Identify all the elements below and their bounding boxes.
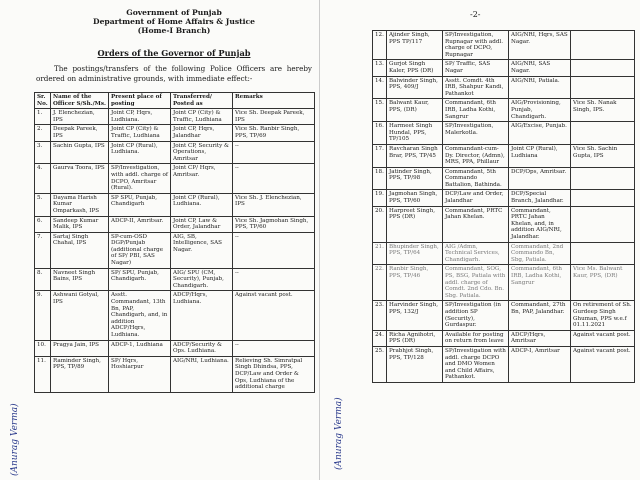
postings-table-page-2 <box>372 30 635 383</box>
table-row <box>373 167 635 190</box>
transferred-to-cell: ADCP/Hqrs, Amritsar <box>509 330 571 346</box>
present-posting-cell: Commandant-cum-Dy. Director, (Admn), MRS, PPA, Phillaur <box>443 144 509 167</box>
sr-no-cell: 23. <box>373 301 387 330</box>
transferred-to-cell: AIG/Excise, Punjab. <box>509 122 571 145</box>
present-posting-cell: Commandant, 5th Commando Battalion, Bathinda. <box>443 167 509 190</box>
officer-name-cell: Raminder Singh, PPS, TP/89 <box>51 356 109 392</box>
transferred-to-cell: Joint CP, Security & Operations, Amritsar <box>171 141 233 164</box>
present-posting-cell: Asstt. Comdt. 4th IRB, Shahpur Kandi, Pathankot <box>443 76 509 99</box>
header-line-1: Government of Punjab <box>126 8 222 17</box>
table-row <box>35 268 315 291</box>
sr-no-cell: 16. <box>373 122 387 145</box>
present-posting-cell: ADCP-II, Amritsar. <box>109 216 171 232</box>
transferred-to-cell: AIG/NRI, Hqrs, SAS Nagar. <box>509 31 571 60</box>
present-posting-cell: SP/Investigation, Malerkotla. <box>443 122 509 145</box>
col-header-transferred-to: Transferred/ Posted as <box>171 93 233 109</box>
sr-no-cell: 2. <box>35 125 51 141</box>
table-row <box>373 31 635 60</box>
header-line-2: Department of Home Affairs & Justice <box>92 17 255 26</box>
officer-name-cell: Sartaj Singh Chahal, IPS <box>51 232 109 268</box>
officer-name-cell: Ashwani Gotyal, IPS <box>51 291 109 340</box>
sr-no-cell: 18. <box>373 167 387 190</box>
sr-no-cell: 6. <box>35 216 51 232</box>
remarks-cell: Against vacant post. <box>233 291 315 340</box>
transferred-to-cell: Joint CP (Rural), Ludhiana <box>509 144 571 167</box>
transferred-to-cell: DCP/Special Branch, Jalandhar. <box>509 190 571 206</box>
transferred-to-cell: Joint CP, Hqrs, Jalandhar <box>171 125 233 141</box>
sr-no-cell: 25. <box>373 346 387 382</box>
officer-name-cell: Richa Agnihotri, PPS (DR) <box>387 330 443 346</box>
remarks-cell: -- <box>233 340 315 356</box>
remarks-cell: On retirement of Sh. Gurdeep Singh Ghuman, PPS w.e.f 01.11.2021 <box>571 301 635 330</box>
remarks-cell <box>571 122 635 145</box>
transferred-to-cell: Joint CP, Law & Order, Jalandhar <box>171 216 233 232</box>
officer-name-cell: J. Elenchezian, IPS <box>51 109 109 125</box>
present-posting-cell: Asstt. Commandant, 13th Bn, PAP, Chandigarh, and, in addition ADCP/Hqrs, Ludhiana. <box>109 291 171 340</box>
table-row <box>35 216 315 232</box>
table-row <box>373 346 635 382</box>
col-header-officer-name: Name of the Officer S/Sh./Ms. <box>51 93 109 109</box>
postings-table-page-1 <box>34 92 315 393</box>
present-posting-cell: Joint CP (Rural), Ludhiana. <box>109 141 171 164</box>
table-row <box>373 265 635 301</box>
present-posting-cell: SP/Investigation (in addition SP (Security), Gurdaspur. <box>443 301 509 330</box>
remarks-cell: Vice Ms. Balwant Kaur, PPS, (DR) <box>571 265 635 301</box>
officer-name-cell: Dayama Harish Kumar Omparkash, IPS <box>51 193 109 216</box>
table-row <box>373 60 635 76</box>
table-row <box>35 340 315 356</box>
present-posting-cell: ADCP-1, Ludhiana <box>109 340 171 356</box>
officer-name-cell: Ajinder Singh, PPS TP/117 <box>387 31 443 60</box>
present-posting-cell: Commandant, PRTC Jahan Khelan. <box>443 206 509 242</box>
sr-no-cell: 20. <box>373 206 387 242</box>
sr-no-cell: 24. <box>373 330 387 346</box>
table-row <box>373 99 635 122</box>
officer-name-cell: Balwinder Singh, PPS, 409/J <box>387 76 443 99</box>
transferred-to-cell: AIG/NRI, Patiala. <box>509 76 571 99</box>
table-row <box>373 301 635 330</box>
col-header-remarks: Remarks <box>233 93 315 109</box>
transferred-to-cell: Commandant, 6th IRB, Ladha Kothi, Sangrur <box>509 265 571 301</box>
transferred-to-cell: ADCP/Hqrs, Ludhiana. <box>171 291 233 340</box>
sr-no-cell: 14. <box>373 76 387 99</box>
officer-name-cell: Navneet Singh Bains, IPS <box>51 268 109 291</box>
sr-no-cell: 1. <box>35 109 51 125</box>
transferred-to-cell: AIG/Provisioning, Punjab, Chandigarh. <box>509 99 571 122</box>
sr-no-cell: 8. <box>35 268 51 291</box>
sr-no-cell: 13. <box>373 60 387 76</box>
sr-no-cell: 7. <box>35 232 51 268</box>
sr-no-cell: 4. <box>35 164 51 193</box>
present-posting-cell: SP-cum-OSD DGP/Punjab (additional charge of SP/ PBI, SAS Nagar) <box>109 232 171 268</box>
transferred-to-cell: DCP/Ops, Amritsar. <box>509 167 571 190</box>
present-posting-cell: SP/ SPU, Punjab, Chandigarh. <box>109 268 171 291</box>
table-row <box>373 76 635 99</box>
sr-no-cell: 10. <box>35 340 51 356</box>
orders-title: Orders of the Governor of Punjab <box>97 48 251 58</box>
remarks-cell: Vice Sh. Ranbir Singh, PPS, TP/69 <box>233 125 315 141</box>
page-number: -2- <box>470 10 481 19</box>
officer-name-cell: Ravcharan Singh Brar, PPS, TP/45 <box>387 144 443 167</box>
officer-name-cell: Harvinder Singh, PPS, 132/J <box>387 301 443 330</box>
table-row <box>35 125 315 141</box>
table-row <box>373 330 635 346</box>
table-row <box>373 122 635 145</box>
sr-no-cell: 19. <box>373 190 387 206</box>
present-posting-cell: AIG /Admn, Technical Services, Chandigarh. <box>443 242 509 265</box>
table-row <box>373 242 635 265</box>
table-row <box>35 291 315 340</box>
sr-no-cell: 22. <box>373 265 387 301</box>
remarks-cell <box>571 206 635 242</box>
remarks-cell: Relieving Sh. Simratpal Singh Dhindsa, PPS, DCP/Law and Order & Ops, Ludhiana of the additional charge <box>233 356 315 392</box>
remarks-cell: -- <box>233 141 315 164</box>
remarks-cell: -- <box>233 232 315 268</box>
transferred-to-cell: ADCP-I, Amritsar <box>509 346 571 382</box>
sr-no-cell: 5. <box>35 193 51 216</box>
table-row <box>35 109 315 125</box>
remarks-cell: Vice Sh. Deepak Pareek, IPS <box>233 109 315 125</box>
table-row <box>35 356 315 392</box>
officer-name-cell: Ranbir Singh, PPS, TP/46 <box>387 265 443 301</box>
present-posting-cell: SP/Investigation, Rupnagar with addl. charge of DCPO, Rupnagar <box>443 31 509 60</box>
present-posting-cell: Joint CP, Hqrs, Ludhiana. <box>109 109 171 125</box>
handwritten-signature <box>334 397 344 470</box>
sr-no-cell: 9. <box>35 291 51 340</box>
header-line-3: (Home-I Branch) <box>137 26 211 35</box>
present-posting-cell: SP/ Traffic, SAS Nagar <box>443 60 509 76</box>
transferred-to-cell: AIG/NRI, SAS Nagar. <box>509 60 571 76</box>
remarks-cell <box>571 242 635 265</box>
officer-name-cell: Bhupinder Singh, PPS, TP/64 <box>387 242 443 265</box>
officer-name-cell: Prabhjot Singh, PPS, TP/128 <box>387 346 443 382</box>
signature-text: (Anurag Verma) <box>334 397 344 470</box>
transferred-to-cell: AIG/ SPU (CM, Security), Punjab, Chandigarh. <box>171 268 233 291</box>
remarks-cell: Vice Sh. J. Elenchezian, IPS <box>233 193 315 216</box>
table-row <box>373 190 635 206</box>
present-posting-cell: SP/ Hqrs, Hoshiarpur <box>109 356 171 392</box>
transferred-to-cell: Joint CP/ Hqrs, Amritsar. <box>171 164 233 193</box>
table-row <box>373 144 635 167</box>
transferred-to-cell: Commandant, 27th Bn, PAP, Jalandhar. <box>509 301 571 330</box>
sr-no-cell: 11. <box>35 356 51 392</box>
officer-name-cell: Pragya Jain, IPS <box>51 340 109 356</box>
present-posting-cell: SP/Investigation with addl. charge DCPO and DMO Women and Child Affairs, Pathankot. <box>443 346 509 382</box>
remarks-cell <box>571 76 635 99</box>
intro-paragraph: The postings/transfers of the following Police Officers are hereby ordered on administrative grounds, with immediate effect:- <box>36 64 312 83</box>
remarks-cell: -- <box>233 268 315 291</box>
table-row <box>35 141 315 164</box>
sr-no-cell: 3. <box>35 141 51 164</box>
transferred-to-cell: ADCP/Security & Ops. Ludhiana. <box>171 340 233 356</box>
table-row <box>35 232 315 268</box>
col-header-present-posting: Present place of posting <box>109 93 171 109</box>
transferred-to-cell: Commandant, 2nd Commando Bn, Sbg, Patiala. <box>509 242 571 265</box>
signature-text: (Anurag Verma) <box>10 403 20 476</box>
officer-name-cell: Sachin Gupta, IPS <box>51 141 109 164</box>
present-posting-cell: Available for posting on return from leave <box>443 330 509 346</box>
present-posting-cell: SP SPU, Punjab, Chandigarh <box>109 193 171 216</box>
table-row <box>373 206 635 242</box>
table-row <box>35 193 315 216</box>
officer-name-cell: Jatinder Singh, PPS, TP/98 <box>387 167 443 190</box>
present-posting-cell: Joint CP (City) & Traffic, Ludhiana <box>109 125 171 141</box>
remarks-cell: -- <box>233 164 315 193</box>
officer-name-cell: Deepak Pareek, IPS <box>51 125 109 141</box>
remarks-cell: Against vacant post. <box>571 330 635 346</box>
remarks-cell <box>571 190 635 206</box>
govt-header <box>40 8 308 35</box>
transferred-to-cell: AIG/NRI, Ludhiana. <box>171 356 233 392</box>
present-posting-cell: DCP/Law and Order, Jalandhar <box>443 190 509 206</box>
table-row <box>35 164 315 193</box>
sr-no-cell: 12. <box>373 31 387 60</box>
officer-name-cell: Jagmohan Singh, PPS, TP/60 <box>387 190 443 206</box>
remarks-cell: Vice Sh. Sachin Gupta, IPS <box>571 144 635 167</box>
transferred-to-cell: Joint CP (City) & Traffic, Ludhiana <box>171 109 233 125</box>
officer-name-cell: Gaurva Toora, IPS <box>51 164 109 193</box>
sr-no-cell: 21. <box>373 242 387 265</box>
present-posting-cell: Commandant, 6th IRB, Ladha Kothi, Sangrur <box>443 99 509 122</box>
sr-no-cell: 17. <box>373 144 387 167</box>
remarks-cell: Vice Sh. Nanak Singh, IPS. <box>571 99 635 122</box>
remarks-cell: Against vacant post. <box>571 346 635 382</box>
table-header-row <box>35 93 315 109</box>
remarks-cell <box>571 31 635 60</box>
col-header-sr-no: Sr. No. <box>35 93 51 109</box>
transferred-to-cell: Commandant, PRTC Jahan Khelan, and, in addition AIG/NRI, Jalandhar. <box>509 206 571 242</box>
transferred-to-cell: AIG, SB, Intelligence, SAS Nagar. <box>171 232 233 268</box>
officer-name-cell: Gurjot Singh Kaler, PPS (DR) <box>387 60 443 76</box>
officer-name-cell: Sandeep Kumar Malik, IPS <box>51 216 109 232</box>
remarks-cell <box>571 167 635 190</box>
remarks-cell: Vice Sh. Jagmohan Singh, PPS, TP/60 <box>233 216 315 232</box>
document-page-2 <box>320 0 640 480</box>
remarks-cell <box>571 60 635 76</box>
officer-name-cell: Harpreet Singh, PPS (DR) <box>387 206 443 242</box>
officer-name-cell: Balwant Kaur, PPS, (DR) <box>387 99 443 122</box>
officer-name-cell: Harmeet Singh Hundal, PPS, TP/105 <box>387 122 443 145</box>
present-posting-cell: SP/Investigation, with addl. charge of DCPO, Amritsar (Rural). <box>109 164 171 193</box>
sr-no-cell: 15. <box>373 99 387 122</box>
handwritten-signature <box>10 403 20 476</box>
transferred-to-cell: Joint CP (Rural), Ludhiana. <box>171 193 233 216</box>
present-posting-cell: Commandant, SOG, PS, BSG, Patiala with addl. charge of Comdt. 2nd Cdo. Bn. Sbg. Patiala. <box>443 265 509 301</box>
